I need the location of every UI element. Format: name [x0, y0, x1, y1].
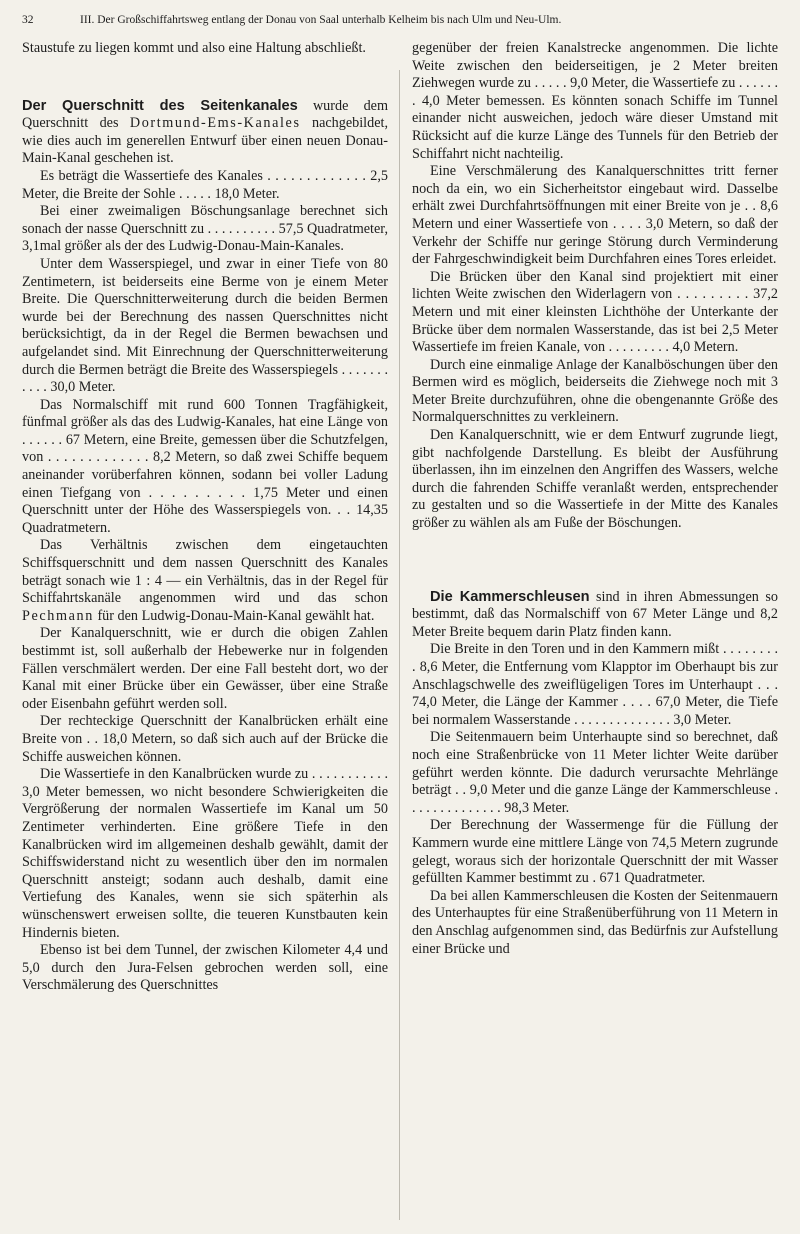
paragraph: gegenüber der freien Kanalstrecke angenommen. Die lichte Weite zwischen den beiderseitigen, je 2 Meter breiten Ziehwegen wurde zu . . . . . 9,0 Meter, die Wassertiefe zu . . . . . . . 4,0 Meter bemessen. Es könnten sonach Schiffe im Tunnel einander nicht ausweichen, jedoch wäre dieser Umstand mit Rücksicht auf die kurze Länge des Tunnels für den Betrieb der Schiffahrt nicht nachteilig. — [412, 40, 778, 162]
paragraph: Staustufe zu liegen kommt und also eine Haltung abschließt. — [22, 40, 366, 56]
paragraph: Unter dem Wasserspiegel, und zwar in einer Tiefe von 80 Zentimetern, ist beiderseits eine Berme von je einem Meter Breite. Die Querschnitterweiterung durch die beiden Bermen wurde bei der Berechnung des nassen Querschnittes nicht berücksichtigt, da in der Regel die Bermen bewachsen und aufgelandet sind. Mit Einrechnung der Querschnitterweiterung durch die Bermen beträgt die Breite des Wasserspiegels . . . . . . . . . . . 30,0 Meter. — [22, 255, 388, 396]
text-columns — [22, 40, 778, 995]
section-heading: Der Querschnitt des Seitenkanales — [22, 97, 298, 114]
paragraph: Die Brücken über den Kanal sind projektiert mit einer lichten Weite zwischen den Widerlagern von . . . . . . . . . 37,2 Metern und mit einer kleinsten Lichthöhe der Unterkante der Brücke über dem normalen Wasserstande, das ist bei 2,5 Meter Wassertiefe im freien Kanale, von . . . . . . . . . 4,0 Metern. — [412, 268, 778, 356]
column-divider — [399, 70, 400, 1220]
paragraph: Das Normalschiff mit rund 600 Tonnen Tragfähigkeit, fünfmal größer als das des Ludwig-Kanales, hat eine Länge von . . . . . . 67 Metern, eine Breite, gemessen über die Schutzfelgen, von . . . . . . . . . . . . . 8,2 Metern, so daß zwei Schiffe bequem aneinander vorüberfahren können, sodann bei voller Ladung einen Tiefgang von . . . . . . . . . 1,75 Meter und einen Querschnitt unter der Höhe des Wasserspiegels von. . . 14,35 Quadratmetern. — [22, 396, 388, 536]
paragraph: Die Seitenmauern beim Unterhaupte sind so berechnet, daß noch eine Straßenbrücke von 11 Meter lichter Weite darüber geführt werden könnte. Die dadurch verursachte Mehrlänge beträgt . . 9,0 Meter und die ganze Länge der Kammerschleuse . . . . . . . . . . . . . . 98,3 Meter. — [412, 729, 778, 816]
paragraph: Der Kanalquerschnitt, wie er durch die obigen Zahlen bestimmt ist, soll außerhalb der Hebewerke nur in folgenden Fällen verschmälert werden. Der eine Fall besteht dort, wo der Kanal mit einer Brücke über ein Gewässer, über eine Straße oder Eisenbahn geführt werden soll. — [22, 625, 388, 712]
paragraph: Es beträgt die Wassertiefe des Kanales . . . . . . . . . . . . . 2,5 Meter, die Breite der Sohle . . . . . 18,0 Meter. — [22, 167, 388, 202]
paragraph: Das Verhältnis zwischen dem eingetauchten Schiffsquerschnitt und dem nassen Querschnitt des Kanales beträgt sonach wie 1 : 4 — ein Verhältnis, das in der Regel für Schiffahrtskanäle angenommen wird und das schon Pechmann für den Ludwig-Donau-Main-Kanal gewählt hat. — [22, 537, 388, 624]
section-heading: Die Kammerschleusen — [430, 588, 590, 605]
paragraph: Der Berechnung der Wassermenge für die Füllung der Kammern wurde eine mittlere Länge von 74,5 Metern zugrunde gelegt, woraus sich der horizontale Querschnitt der mit Wasser gefüllten Kammer bestimmt zu . 671 Quadratmeter. — [412, 817, 778, 887]
paragraph: Der rechteckige Querschnitt der Kanalbrücken erhält eine Breite von . . 18,0 Metern, so daß sich auch auf der Brücke die Schiffe ausweichen können. — [22, 713, 388, 765]
paragraph: Da bei allen Kammerschleusen die Kosten der Seitenmauern des Unterhauptes für eine Straßenüberführung von 11 Metern in den Anschlag aufgenommen sind, das Bedürfnis zur Aufstellung einer Brücke und — [412, 887, 778, 957]
page-number: 32 — [22, 14, 34, 26]
left-column — [22, 40, 388, 995]
paragraph: Die Wassertiefe in den Kanalbrücken wurde zu . . . . . . . . . . . 3,0 Meter bemessen, wo nicht besondere Schwierigkeiten die Vergrößerung der normalen Wassertiefe im Kanal um 50 Zentimeter verhinderten. Eine größere Tiefe in den Kanalbrücken wird im allgemeinen deshalb gewählt, damit der Schiffswiderstand nicht zu wesentlich über den im normalen Querschnitt ansteigt; sodann auch deshalb, damit eine Vertiefung des Kanales, wenn sie sich späterhin als wünschenswert erweisen sollte, die teueren Kunstbauten kein Hindernis bieten. — [22, 766, 388, 941]
paragraph: Die Breite in den Toren und in den Kammern mißt . . . . . . . . . 8,6 Meter, die Entfernung vom Klapptor im Oberhaupt bis zur Anschlagschwelle des zweiflügeligen Tores im Unterhaupt . . . 74,0 Meter, die Länge der Kammer . . . . 67,0 Meter, die Tiefe bei normalem Wasserstande . . . . . . . . . . . . . . 3,0 Meter. — [412, 641, 778, 728]
paragraph: Eine Verschmälerung des Kanalquerschnittes tritt ferner noch da ein, wo ein Sicherheitstor eingebaut wird. Dasselbe erhält zwei Durchfahrtsöffnungen mit einer Breite von je . . 8,6 Metern und einer Wassertiefe von . . . . 3,0 Metern, so daß der Verkehr der Schiffe nur geringe Störung durch Verminderung der Fahrgeschwindigkeit beim Durchfahren eines Tores erleidet. — [412, 163, 778, 268]
section-paragraph: Der Querschnitt des Seitenkanales wurde dem Querschnitt des Dortmund-Ems-Kanales nachgebildet, wie dies auch im generellen Entwurf über einen neuen Donau-Main-Kanal geschehen ist. — [22, 97, 389, 167]
running-header — [22, 14, 778, 36]
section-paragraph: Die Kammerschleusen sind in ihren Abmessungen so bestimmt, daß das Normalschiff von 67 Meter Länge und 8,2 Meter Breite bequem darin Platz finden kann. — [412, 588, 778, 640]
paragraph: Bei einer zweimaligen Böschungsanlage berechnet sich sonach der nasse Querschnitt zu . . . . . . . . . . 57,5 Quadratmeter, 3,1mal größer als der des Ludwig-Donau-Main-Kanales. — [22, 203, 388, 255]
right-column — [412, 40, 778, 995]
paragraph: Durch eine einmalige Anlage der Kanalböschungen über den Bermen wird es möglich, beiderseits die Ziehwege noch mit 3 Meter Breite durchzuführen, ohne die obengenannte Größe des Normalquerschnittes zu verkleinern. — [412, 356, 778, 426]
running-title: III. Der Großschiffahrtsweg entlang der Donau von Saal unterhalb Kelheim bis nach Ulm und Neu-Ulm. — [80, 14, 562, 26]
paragraph: Den Kanalquerschnitt, wie er dem Entwurf zugrunde liegt, gibt nachfolgende Darstellung. Es bleibt der Ausführung überlassen, ihn im einzelnen den Angriffen des Wassers, welche durch die fahrenden Schiffe veranlaßt werden, entsprechender zu gestalten und so die Wassertiefe in der Mitte des Kanales größer zu wählen als am Fuße der Böschungen. — [412, 427, 778, 532]
paragraph: Ebenso ist bei dem Tunnel, der zwischen Kilometer 4,4 und 5,0 durch den Jura-Felsen gebrochen werden soll, eine Verschmälerung des Querschnittes — [22, 942, 388, 994]
